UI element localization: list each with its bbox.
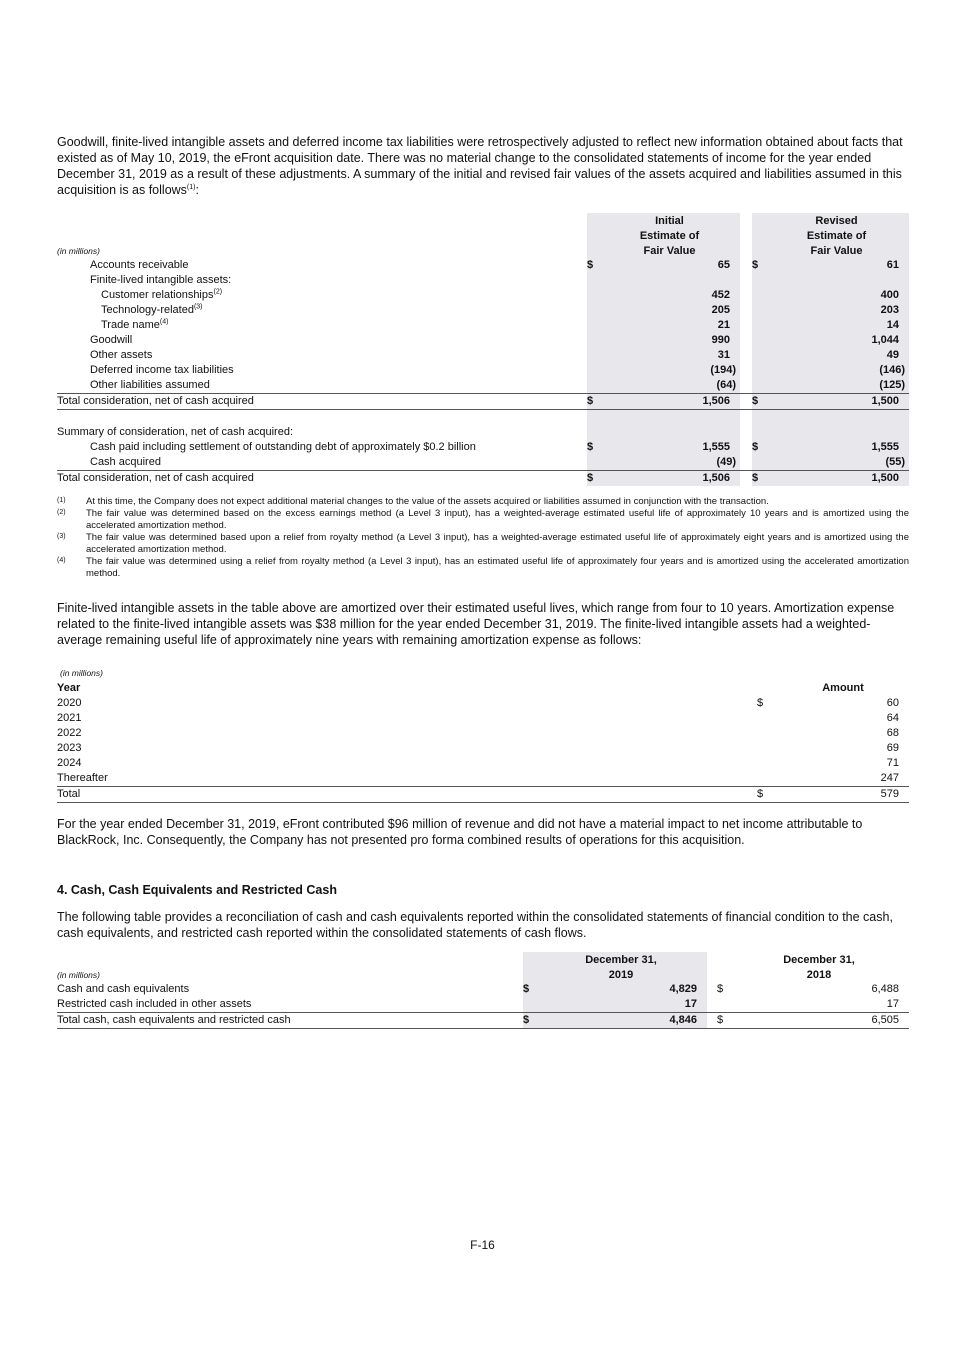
value-2019: 4,829 <box>535 982 707 997</box>
col-header-revised: Revised <box>764 213 909 228</box>
initial-value: 990 <box>599 333 740 348</box>
dollar-sign: $ <box>752 258 764 273</box>
revised-value: 203 <box>764 303 909 318</box>
initial-value: 1,555 <box>599 440 740 455</box>
table-header-row <box>57 952 909 967</box>
footnote-mark: (4) <box>57 557 66 564</box>
table-row <box>57 982 909 997</box>
table-header-row <box>57 967 909 982</box>
units-label: (in millions) <box>60 668 103 678</box>
dollar-sign: $ <box>757 787 777 803</box>
units-label: (in millions) <box>57 245 100 256</box>
col-header-2018-year: 2018 <box>806 968 832 981</box>
footnote-text: The fair value was determined using a relief from royalty method (a Level 3 input), has an estimated useful life of approximately four years and is amortized using the accelerated amortization method. <box>86 556 909 579</box>
revised-value: 61 <box>764 258 909 273</box>
footnote-ref: (3) <box>193 303 203 311</box>
table-row <box>57 997 909 1013</box>
table-header-row <box>57 228 909 243</box>
table-row <box>57 318 909 333</box>
dollar-sign: $ <box>752 394 764 410</box>
intro-end: : <box>195 183 199 197</box>
spacer-row <box>57 410 909 426</box>
dollar-sign: $ <box>523 982 535 997</box>
total-2019: 4,846 <box>535 1013 707 1029</box>
footnote-2 <box>57 508 909 532</box>
footnote-mark: (3) <box>57 533 66 540</box>
row-label: Deferred income tax liabilities <box>90 364 234 376</box>
row-label: Restricted cash included in other assets <box>57 997 523 1013</box>
units-label: (in millions) <box>57 969 100 980</box>
cash-table <box>57 952 909 1029</box>
initial-value: 21 <box>599 318 740 333</box>
table-header-row <box>57 681 909 696</box>
table-row <box>57 711 909 726</box>
table-header-row <box>57 213 909 228</box>
row-label: Cash paid including settlement of outstanding debt of approximately $0.2 billion <box>90 441 476 453</box>
row-label: Goodwill <box>90 334 133 346</box>
col-header-revised-3: Fair Value <box>764 243 909 258</box>
amount-cell: 60 <box>886 697 899 709</box>
table-row <box>57 288 909 303</box>
year-cell: 2022 <box>57 727 82 739</box>
amortization-table <box>57 666 909 803</box>
initial-value: 31 <box>599 348 740 363</box>
table-header-row <box>57 243 909 258</box>
dollar-sign: $ <box>752 471 764 487</box>
units-row <box>57 666 909 681</box>
efront-paragraph: For the year ended December 31, 2019, eFront contributed $96 million of revenue and did not have a material impact to net income attributable to BlackRock, Inc. Consequently, the Company has not presented pro forma combined results of operations for this acquisition. <box>57 817 863 847</box>
col-header-initial-3: Fair Value <box>599 243 740 258</box>
dollar-sign: $ <box>717 983 724 995</box>
col-header-2019-year: 2019 <box>535 967 707 982</box>
row-label: Finite-lived intangible assets: <box>90 274 232 286</box>
dollar-sign: $ <box>587 394 599 410</box>
footnote-4 <box>57 556 909 580</box>
row-label: Cash and cash equivalents <box>57 983 190 995</box>
total-revised: 1,500 <box>764 471 909 487</box>
col-header-revised-2: Estimate of <box>764 228 909 243</box>
table-row <box>57 273 909 288</box>
value-2018: 6,488 <box>871 983 899 995</box>
total-label: Total consideration, net of cash acquired <box>57 394 587 410</box>
page-number: F-16 <box>470 1238 495 1252</box>
table-row <box>57 258 909 273</box>
summary-heading-row <box>57 425 909 440</box>
table-row <box>57 440 909 455</box>
footnote-text: At this time, the Company does not expect additional material changes to the value of the assets acquired or liabilities assumed in conjunction with the transaction. <box>86 496 769 507</box>
table-row <box>57 696 909 711</box>
amount-cell: 68 <box>886 727 899 739</box>
initial-value: 452 <box>599 288 740 303</box>
row-label: Other liabilities assumed <box>57 378 587 394</box>
revised-value: (146) <box>764 363 909 378</box>
revised-value: 49 <box>764 348 909 363</box>
footnote-ref: (2) <box>213 288 223 296</box>
footnote-3 <box>57 532 909 556</box>
row-label: Cash acquired <box>57 455 587 471</box>
value-2018: 17 <box>729 997 909 1013</box>
revised-value: (55) <box>764 455 909 471</box>
total-row <box>57 787 909 803</box>
year-header: Year <box>57 682 81 694</box>
amortization-paragraph: Finite-lived intangible assets in the table above are amortized over their estimated useful lives, which range from four to 10 years. Amortization expense related to the finite-lived intangible assets was $38 million for the year ended December 31, 2019. The finite-lived intangible assets had a weighted-average remaining useful life of approximately nine years with remaining amortization expense as follows: <box>57 601 895 647</box>
amount-header: Amount <box>822 682 864 694</box>
row-label: Trade name <box>101 319 160 331</box>
total-label: Total consideration, net of cash acquired <box>57 472 254 484</box>
initial-value: 65 <box>599 258 740 273</box>
fair-value-table <box>57 213 909 486</box>
table-row <box>57 771 909 787</box>
footnote-ref: (1) <box>186 183 196 191</box>
table-row <box>57 455 909 471</box>
total-row <box>57 394 909 410</box>
total-label: Total cash, cash equivalents and restricted cash <box>57 1013 523 1029</box>
row-label: Accounts receivable <box>90 259 189 271</box>
year-cell: 2024 <box>57 757 82 769</box>
dollar-sign: $ <box>717 1013 729 1029</box>
total-2018: 6,505 <box>729 1013 909 1029</box>
year-cell: 2021 <box>57 712 82 724</box>
revised-value: 400 <box>764 288 909 303</box>
table-row <box>57 741 909 756</box>
total-row <box>57 1013 909 1029</box>
intro-text: Goodwill, finite-lived intangible assets and deferred income tax liabilities were retrospectively adjusted to reflect new information obtained about facts that existed as of May 10, 2019, the eFront acquisition date. There was no material change to the consolidated statements of income for the year ended December 31, 2019 as a result of these adjustments. A summary of the initial and revised fair values of the assets acquired and liabilities assumed in this acquisition is as follows <box>57 135 903 197</box>
footnote-mark: (1) <box>57 497 66 504</box>
table-row <box>57 303 909 318</box>
col-header-initial: Initial <box>599 213 740 228</box>
footnote-1 <box>57 496 909 508</box>
total-amount: 579 <box>777 787 909 803</box>
total-row <box>57 471 909 487</box>
dollar-sign: $ <box>757 697 764 709</box>
summary-heading: Summary of consideration, net of cash acquired: <box>57 426 294 438</box>
amount-cell: 69 <box>886 742 899 754</box>
row-label: Customer relationships <box>101 289 214 301</box>
row-label: Technology-related <box>101 304 194 316</box>
revised-value: 1,555 <box>764 440 909 455</box>
revised-value: 14 <box>764 318 909 333</box>
total-initial: 1,506 <box>599 471 740 487</box>
dollar-sign: $ <box>523 1013 535 1029</box>
dollar-sign: $ <box>587 258 599 273</box>
total-initial: 1,506 <box>599 394 740 410</box>
footnote-text: The fair value was determined based on the excess earnings method (a Level 3 input), has a weighted-average estimated useful life of approximately 10 years and is amortized using the accelerated amortization method. <box>86 508 909 531</box>
table-row <box>57 756 909 771</box>
table-row <box>57 333 909 348</box>
year-cell: 2020 <box>57 697 82 709</box>
total-revised: 1,500 <box>764 394 909 410</box>
dollar-sign: $ <box>752 440 764 455</box>
col-header-2018: December 31, <box>783 953 855 966</box>
table-row <box>57 378 909 394</box>
initial-value: (49) <box>599 455 740 471</box>
revised-value: (125) <box>764 378 909 394</box>
dollar-sign: $ <box>587 440 599 455</box>
footnote-ref: (4) <box>159 318 169 326</box>
table-row <box>57 726 909 741</box>
initial-value: 205 <box>599 303 740 318</box>
col-header-2019: December 31, <box>535 952 707 967</box>
initial-value: (64) <box>599 378 740 394</box>
row-label: Other assets <box>90 349 153 361</box>
section-heading: 4. Cash, Cash Equivalents and Restricted Cash <box>57 883 337 897</box>
footnote-text: The fair value was determined based upon a relief from royalty method (a Level 3 input), has a weighted-average estimated useful life of approximately eight years and is amortized using the accelerated amortization method. <box>86 532 909 555</box>
value-2019: 17 <box>535 997 707 1013</box>
amount-cell: 71 <box>886 757 899 769</box>
dollar-sign: $ <box>587 471 599 487</box>
footnote-mark: (2) <box>57 509 66 516</box>
col-header-initial-2: Estimate of <box>599 228 740 243</box>
year-cell: Thereafter <box>57 771 757 787</box>
intro-paragraph <box>57 134 909 198</box>
table-row <box>57 363 909 378</box>
revised-value: 1,044 <box>764 333 909 348</box>
year-cell: 2023 <box>57 742 82 754</box>
total-label: Total <box>57 787 757 803</box>
initial-value: (194) <box>599 363 740 378</box>
amount-cell: 64 <box>886 712 899 724</box>
section-paragraph: The following table provides a reconciliation of cash and cash equivalents reported within the consolidated statements of financial condition to the cash, cash equivalents, and restricted cash reported within the consolidated statements of cash flows. <box>57 910 893 940</box>
amount-cell: 247 <box>777 771 909 787</box>
table-row <box>57 348 909 363</box>
footnotes <box>57 496 909 580</box>
